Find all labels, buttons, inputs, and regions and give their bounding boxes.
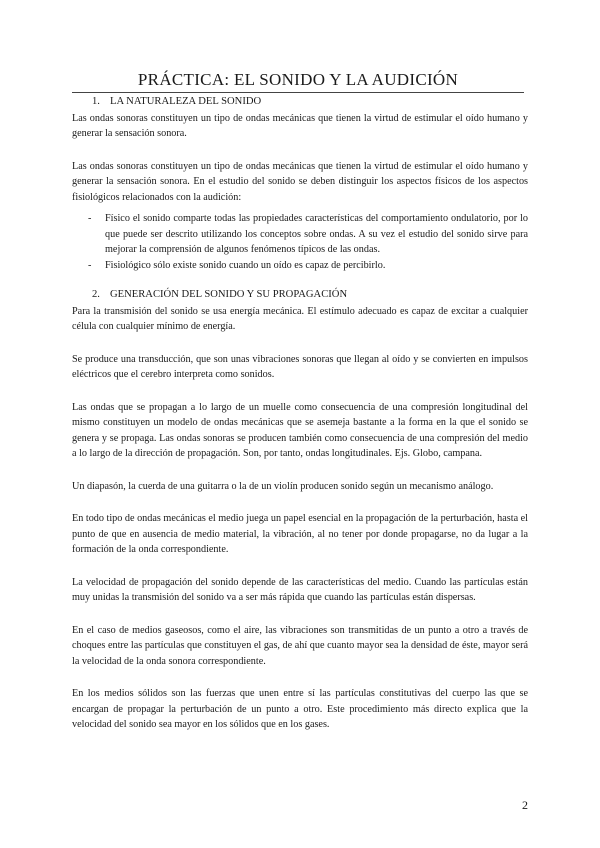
paragraph: En todo tipo de ondas mecánicas el medio juega un papel esencial en la propagación de la perturbación, hasta el punto de que en ausencia de medio material, la vibración, al no tener por donde propagarse, no da lugar a la formación de la onda correspondiente.	[72, 513, 529, 555]
bullet-list	[72, 211, 528, 273]
paragraph: La velocidad de propagación del sonido depende de las características del medio. Cuando las partículas están muy unidas la transmisión del sonido va a ser más rápida que cuando las partículas están dispersas.	[72, 576, 528, 603]
paragraph: Las ondas que se propagan a lo largo de un muelle como consecuencia de una compresión longitudinal del mismo constituyen un modelo de ondas mecánicas que se asemeja bastante a la forma en la que el sonido se genera y se propaga. Las ondas sonoras se producen también como consecuencia de una compresión del medio a lo largo de la dirección de propagación. Son, por tanto, ondas longitudinales. Ejs. Globo, campana.	[72, 401, 528, 459]
section-heading-2	[72, 287, 528, 303]
section-title: GENERACIÓN DEL SONIDO Y SU PROPAGACIÓN	[110, 289, 348, 300]
page-number: 2	[522, 798, 528, 812]
paragraph: Las ondas sonoras constituyen un tipo de ondas mecánicas que tienen la virtud de estimular el oído humano y generar la sensación sonora.	[72, 112, 528, 139]
paragraph: En los medios sólidos son las fuerzas que unen entre sí las partículas constitutivas del cuerpo las que se encargan de propagar la perturbación de un punto a otro. Este procedimiento más directo explica que la velocidad del sonido sea mayor en los sólidos que en los gases.	[72, 688, 528, 730]
list-item: - Fisiológico sólo existe sonido cuando un oído es capaz de percibirlo.	[72, 258, 528, 274]
paragraph: Para la transmisión del sonido se usa energía mecánica. El estímulo adecuado es capaz de excitar a cualquier célula con cualquier mínimo de energía.	[72, 305, 528, 332]
section-number: 2.	[92, 289, 100, 300]
list-item: - Físico el sonido comparte todas las propiedades características del comportamiento ondulatorio, por lo que puede ser descrito utilizando los conceptos sobre ondas. A su vez el estudio del sonido sirve para mejorar la comprensión de algunos fenómenos típicos de las ondas.	[72, 211, 528, 258]
document-body	[72, 94, 528, 750]
paragraph: Las ondas sonoras constituyen un tipo de ondas mecánicas que tienen la virtud de estimular el oído humano y generar la sensación sonora. En el estudio del sonido se deben distinguir los aspectos físicos de los aspectos fisiológicos relacionados con la audición:	[72, 160, 528, 203]
section-number: 1.	[92, 96, 100, 107]
paragraph: Un diapasón, la cuerda de una guitarra o la de un violín producen sonido según un mecanismo análogo.	[72, 480, 494, 492]
paragraph: Se produce una transducción, que son unas vibraciones sonoras que llegan al oído y se convierten en impulsos eléctricos que el cerebro interpreta como sonidos.	[72, 353, 528, 380]
paragraph: En el caso de medios gaseosos, como el aire, las vibraciones son transmitidas de un punto a otro a través de choques entre las partículas que constituyen el gas, de ahí que cuanto mayor sea la densidad de éste, mayor será la velocidad de la onda sonora correspondiente.	[72, 624, 528, 667]
section-title: LA NATURALEZA DEL SONIDO	[110, 96, 262, 107]
section-heading-1	[72, 94, 528, 110]
page-title: PRÁCTICA: EL SONIDO Y LA AUDICIÓN	[72, 70, 524, 93]
